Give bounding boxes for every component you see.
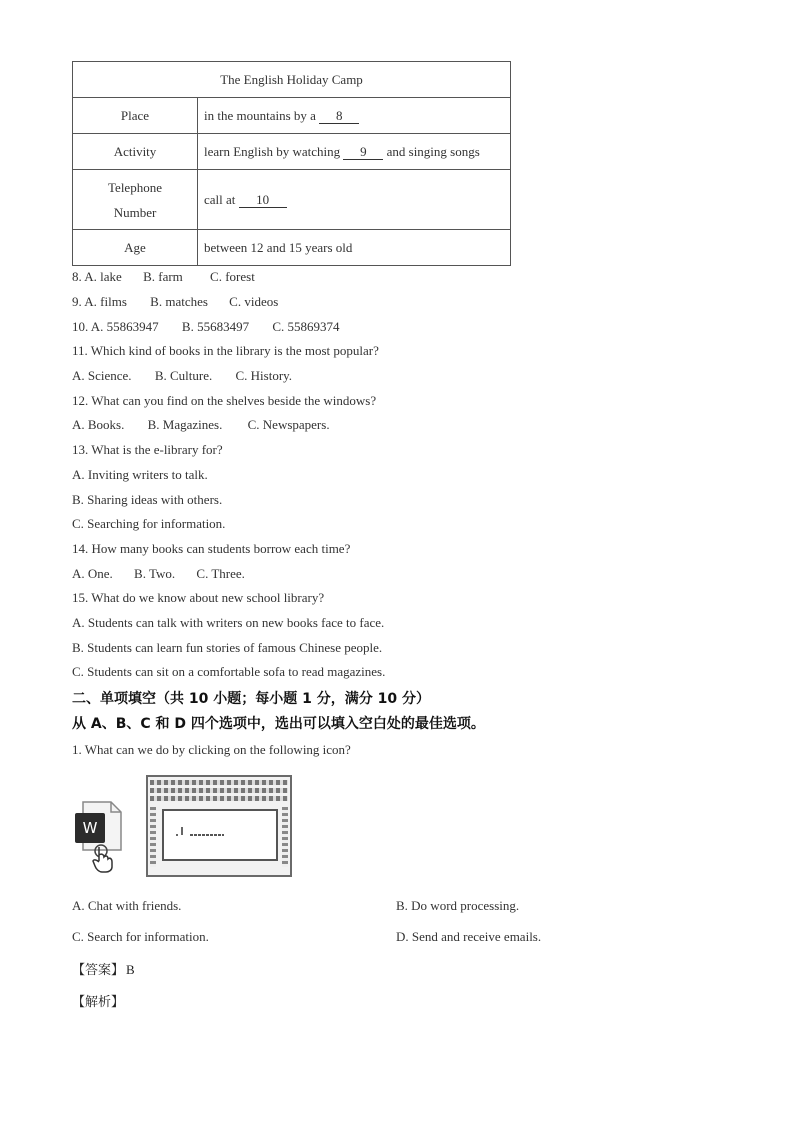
q13-option-a: A. Inviting writers to talk.: [72, 467, 208, 482]
q13-option-c: C. Searching for information.: [72, 516, 226, 531]
mc1-option-a: A. Chat with friends.: [72, 898, 182, 913]
q10-options: 10. A. 55863947 B. 55683497 C. 55869374: [72, 319, 340, 334]
mc1-option-b: B. Do word processing.: [396, 898, 520, 913]
q15-option-c: C. Students can sit on a comfortable sofa to read magazines.: [72, 664, 386, 679]
row-value-telephone: call at 10: [198, 170, 511, 230]
q13-option-b: B. Sharing ideas with others.: [72, 492, 223, 507]
row-label-age: Age: [73, 230, 198, 266]
row-value-place: in the mountains by a 8: [198, 98, 511, 134]
q15-option-a: A. Students can talk with writers on new books face to face.: [72, 615, 385, 630]
row-label-place: Place: [73, 98, 198, 134]
blank-9: 9: [343, 145, 383, 160]
word-processor-screenshot-icon: [146, 775, 292, 877]
table-row: [73, 170, 511, 230]
table-title: The English Holiday Camp: [73, 62, 511, 98]
blank-10: 10: [239, 193, 287, 208]
row-label-telephone: Telephone Number: [73, 170, 198, 230]
mc1-option-c: C. Search for information.: [72, 929, 209, 944]
mc1-option-d: D. Send and receive emails.: [396, 929, 542, 944]
hand-cursor-icon: [90, 843, 116, 878]
table-row: [73, 134, 511, 170]
camp-info-table: [72, 61, 511, 266]
q11-options: A. Science. B. Culture. C. History.: [72, 368, 293, 383]
answer-value: B: [126, 962, 135, 977]
table-row: [73, 230, 511, 266]
q8-options: 8. A. lake B. farm C. forest: [72, 269, 255, 284]
q12-options: A. Books. B. Magazines. C. Newspapers.: [72, 417, 330, 432]
q14-text: 14. How many books can students borrow each time?: [72, 541, 351, 556]
q12-text: 12. What can you find on the shelves beside the windows?: [72, 393, 377, 408]
answer-line: 【答案】 B: [72, 962, 135, 978]
blank-8: 8: [319, 109, 359, 124]
q14-options: A. One. B. Two. C. Three.: [72, 566, 245, 581]
table-row: [73, 98, 511, 134]
q15-text: 15. What do we know about new school library?: [72, 590, 325, 605]
analysis-label: 【解析】: [72, 995, 125, 1010]
mc1-question: 1. What can we do by clicking on the following icon?: [72, 742, 351, 757]
q13-text: 13. What is the e-library for?: [72, 442, 223, 457]
row-value-age: between 12 and 15 years old: [198, 230, 511, 266]
section-instruction: 从 A、B、C 和 D 四个选项中，选出可以填入空白处的最佳选项。: [72, 716, 485, 732]
q15-option-b: B. Students can learn fun stories of famous Chinese people.: [72, 640, 383, 655]
row-label-activity: Activity: [73, 134, 198, 170]
q9-options: 9. A. films B. matches C. videos: [72, 294, 279, 309]
word-letter-icon: W: [75, 813, 105, 843]
q11-text: 11. Which kind of books in the library is the most popular?: [72, 343, 379, 358]
section-heading: 二、单项填空（共 10 小题；每小题 1 分，满分 10 分）: [72, 691, 430, 707]
row-value-activity: learn English by watching 9 and singing songs: [198, 134, 511, 170]
word-icon-illustration: [72, 775, 292, 875]
